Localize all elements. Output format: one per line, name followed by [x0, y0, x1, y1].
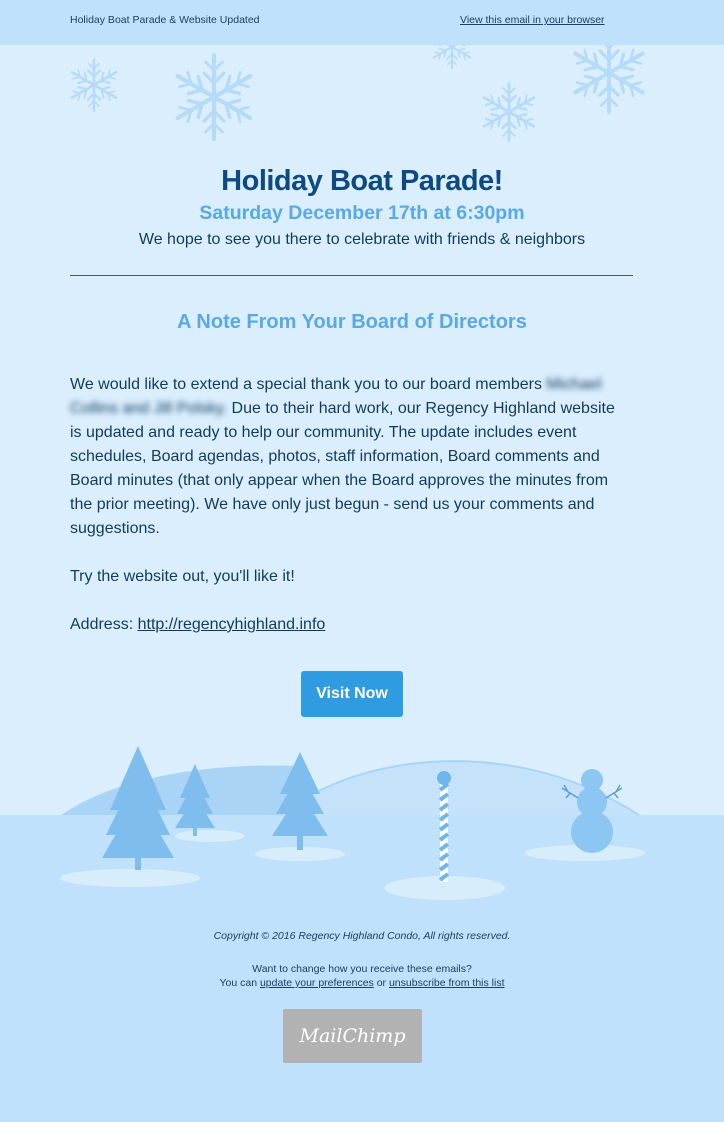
mailchimp-badge[interactable]: MailChimp	[283, 1009, 422, 1063]
winter-scene-illustration	[0, 740, 724, 900]
note-paragraph-2: Try the website out, you'll like it!	[70, 568, 295, 585]
note-paragraph-start: We would like to extend a special thank you to our board members	[70, 376, 542, 393]
preferences-prefix: You can	[219, 977, 260, 989]
snow-drift	[60, 869, 200, 887]
event-date: Saturday December 17th at 6:30pm	[199, 202, 525, 224]
unsubscribe-link[interactable]: unsubscribe from this list	[388, 977, 505, 989]
copyright: Copyright © 2016 Regency Highland Condo, All rights reserved.	[213, 930, 511, 942]
snowflake-icon	[481, 84, 537, 141]
preheader	[0, 0, 724, 45]
snowflake-icon	[69, 60, 119, 111]
website-link[interactable]: http://regencyhighland.info	[137, 616, 326, 633]
tree-icon	[102, 746, 174, 870]
snow-drift	[175, 830, 245, 842]
redacted-names: Michael Collins and Jill Polsky.	[70, 376, 602, 417]
footer	[0, 930, 724, 989]
main-content	[0, 45, 724, 815]
preheader-subject: Holiday Boat Parade & Website Updated	[70, 14, 260, 26]
address-line	[70, 613, 630, 637]
section-title: A Note From Your Board of Directors	[177, 311, 527, 333]
snowflake-icon	[571, 45, 648, 112]
hero	[0, 165, 724, 249]
snowflake-icon	[173, 55, 256, 139]
note-body	[70, 373, 630, 637]
preferences-links	[0, 977, 724, 989]
view-in-browser-link[interactable]: View this email in your browser	[460, 14, 605, 26]
page-title: Holiday Boat Parade!	[221, 165, 503, 197]
preferences-prompt: Want to change how you receive these emails?	[252, 963, 472, 975]
hero-tagline: We hope to see you there to celebrate with friends & neighbors	[138, 231, 586, 248]
preferences-or: or	[373, 977, 389, 989]
address-label: Address:	[70, 616, 138, 633]
note-paragraph-end: Due to their hard work, our Regency Highland website is updated and ready to help our community. The update includes event schedules, Board agendas, photos, staff information, Board comments and Board minutes (that only appear when the Board approves the minutes from the prior meeting). We have only just begun - send us your comments and suggestions.	[70, 400, 615, 537]
update-preferences-link[interactable]: update your preferences	[259, 977, 374, 989]
divider	[70, 275, 633, 276]
snowflake-icon	[431, 45, 472, 68]
visit-now-button[interactable]: Visit Now	[301, 671, 403, 717]
note-paragraph	[70, 373, 630, 541]
